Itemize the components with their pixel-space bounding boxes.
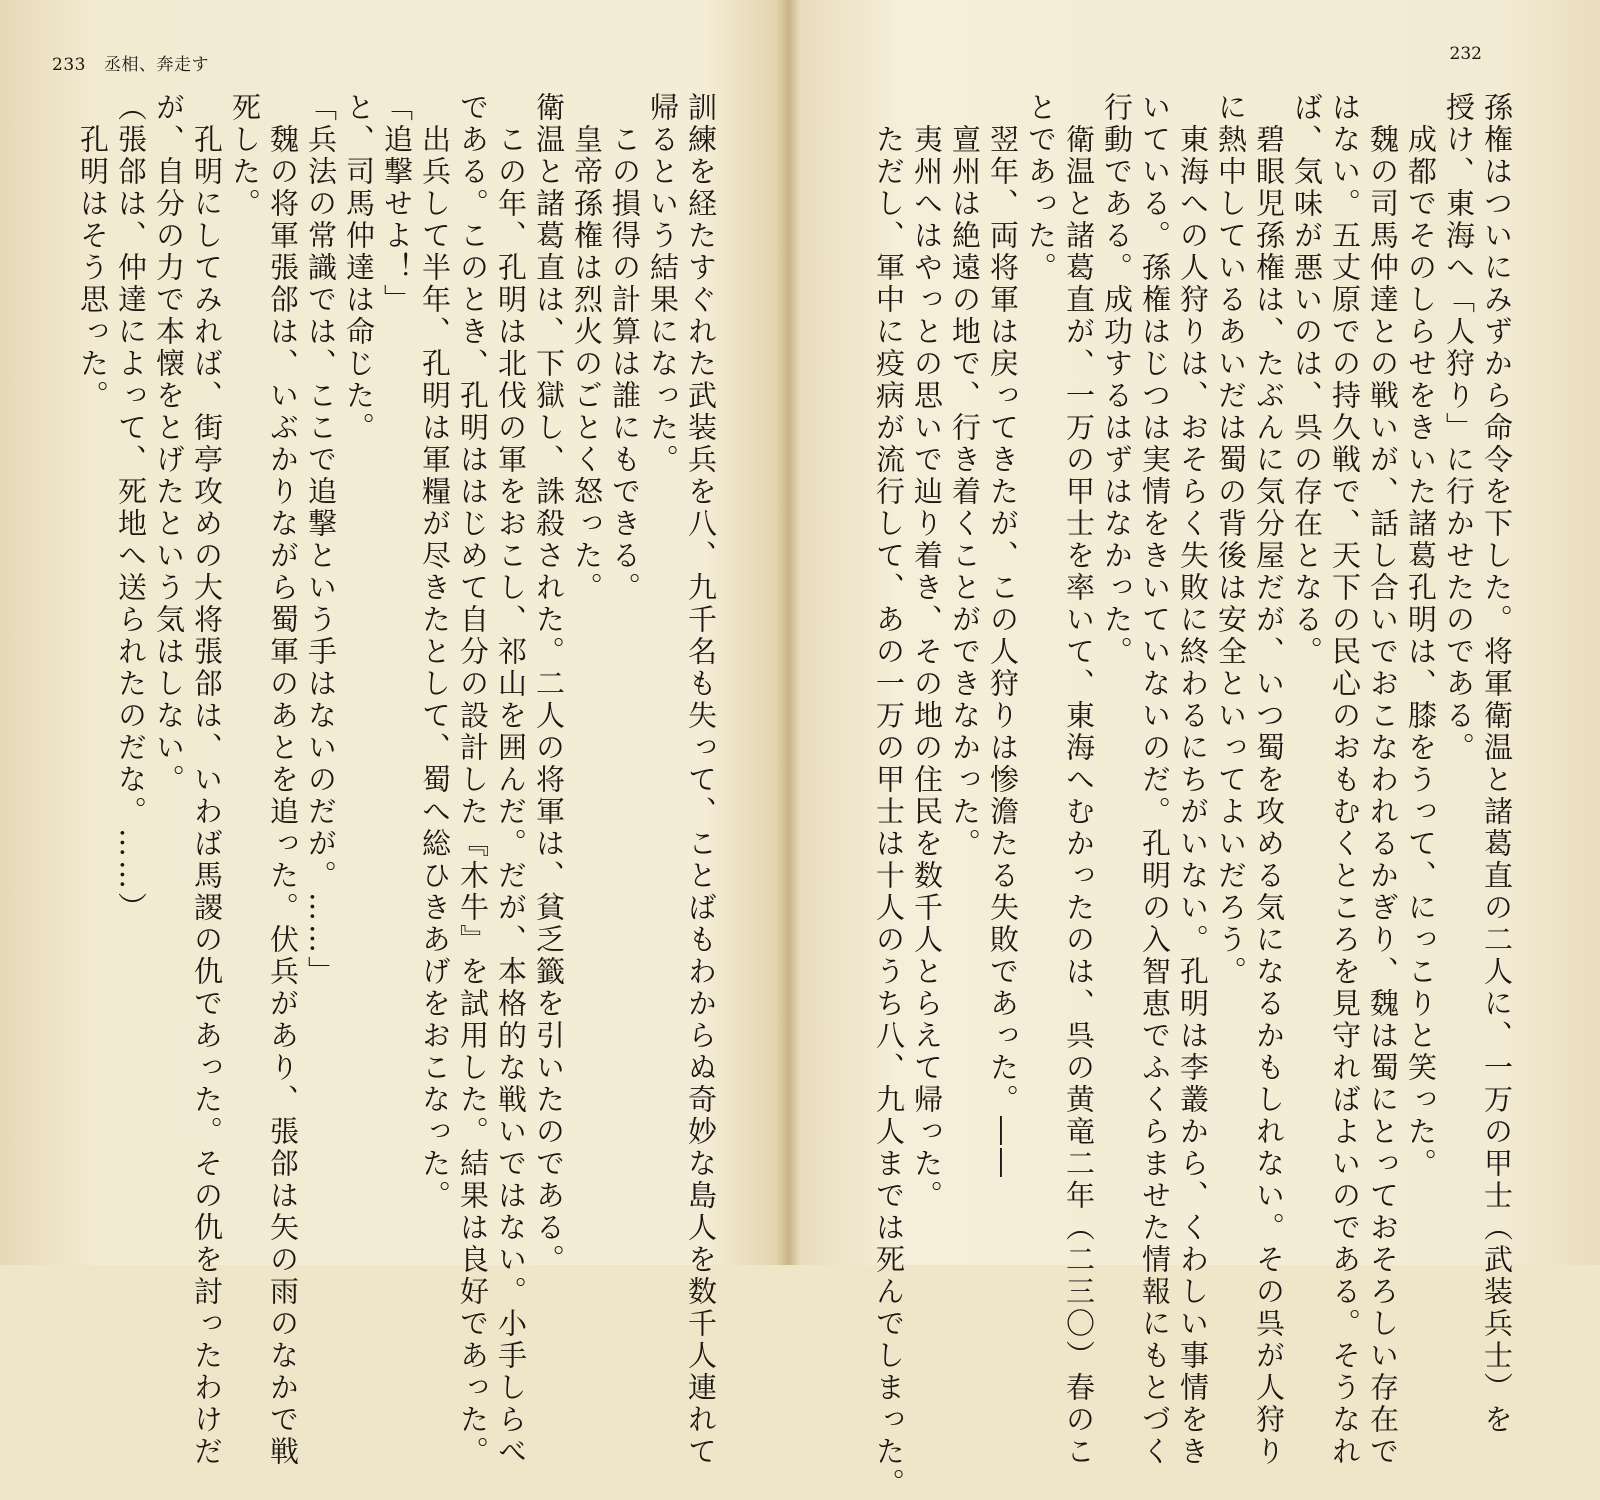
text-line: 「兵法の常識では、ここで追撃という手はないのだが。……」 <box>304 92 338 988</box>
page-number: 233 <box>52 55 86 75</box>
running-head <box>52 50 209 75</box>
text-line: とであった。 <box>1024 92 1058 284</box>
text-line: と、司馬仲達は命じた。 <box>342 92 376 444</box>
text-line: 死した。 <box>228 92 262 220</box>
text-line: この損得の計算は誰にもできる。 <box>608 92 642 604</box>
text-line: はない。五丈原での持久戦で、天下の民心のおもむくところを見守ればよいのである。そうなれ <box>1328 92 1362 1468</box>
page-number: 232 <box>1449 44 1482 64</box>
text-line: 翌年、両将軍は戻ってきたが、この人狩りは惨澹たる失敗であった。―― <box>986 92 1020 1180</box>
text-line: 「追撃せよ！」 <box>380 92 414 316</box>
text-line: である。このとき、孔明ははじめて自分の設計した『木牛』を試用した。結果は良好であった。 <box>456 92 490 1468</box>
text-line: 衛温と諸葛直が、一万の甲士を率いて、東海へむかったのは、呉の黄竜二年（二三〇）春のこ <box>1062 92 1096 1468</box>
text-line: が、自分の力で本懐をとげたという気はしない。 <box>152 92 186 796</box>
text-line: 東海への人狩りは、おそらく失敗に終わるにちがいない。孔明は李叢から、くわしい事情をき <box>1176 92 1210 1468</box>
right-page <box>800 0 1600 1500</box>
text-line: ただし、軍中に疫病が流行して、あの一万の甲士は十人のうち八、九人までは死んでしまった。 <box>872 92 906 1500</box>
text-line: 皇帝孫権は烈火のごとく怒った。 <box>570 92 604 604</box>
right-body-text <box>870 92 1516 1500</box>
running-title: 丞相、奔走す <box>103 55 209 75</box>
text-line: 魏の将軍張郃は、いぶかりながら蜀軍のあとを追った。伏兵があり、張郃は矢の雨のなかで戦 <box>266 92 300 1468</box>
text-line: 訓練を経たすぐれた武装兵を八、九千名も失って、ことばもわからぬ奇妙な島人を数千人連れて <box>684 92 718 1468</box>
text-line: ば、気味が悪いのは、呉の存在となる。 <box>1290 92 1324 668</box>
text-line: 帰るという結果になった。 <box>646 92 680 476</box>
text-line: 碧眼児孫権は、たぶんに気分屋だが、いつ蜀を攻める気になるかもしれない。その呉が人狩り <box>1252 92 1286 1468</box>
text-line: 夷州へはやっとの思いで辿り着き、その地の住民を数千人とらえて帰った。 <box>910 92 944 1212</box>
left-page <box>0 0 790 1468</box>
text-line: 衛温と諸葛直は、下獄し、誅殺された。二人の将軍は、貧乏籤を引いたのである。 <box>532 92 566 1276</box>
text-line: （張郃は、仲達によって、死地へ送られたのだな。……） <box>114 92 148 924</box>
text-line: この年、孔明は北伐の軍をおこし、祁山を囲んだ。だが、本格的な戦いではない。小手しらべ <box>494 92 528 1468</box>
text-line: 行動である。成功するはずはなかった。 <box>1100 92 1134 668</box>
left-body-text <box>74 92 720 1468</box>
text-line: 孫権はついにみずから命令を下した。将軍衛温と諸葛直の二人に、一万の甲士（武装兵士）を <box>1480 92 1514 1436</box>
text-line: 出兵して半年、孔明は軍糧が尽きたとして、蜀へ総ひきあげをおこなった。 <box>418 92 452 1212</box>
text-line: いている。孫権はじつは実情をきいていないのだ。孔明の入智恵でふくらませた情報にもとづく <box>1138 92 1172 1468</box>
text-line: 成都でそのしらせをきいた諸葛孔明は、膝をうって、にっこりと笑った。 <box>1404 92 1438 1180</box>
text-line: 孔明にしてみれば、街亭攻めの大将張郃は、いわば馬謖の仇であった。その仇を討ったわけだ <box>190 92 224 1468</box>
text-line: 孔明はそう思った。 <box>76 92 110 412</box>
text-line: 魏の司馬仲達との戦いが、話し合いでおこなわれるかぎり、魏は蜀にとっておそろしい存在で <box>1366 92 1400 1468</box>
text-line: 授け、東海へ「人狩り」に行かせたのである。 <box>1442 92 1476 764</box>
text-line: 亶州は絶遠の地で、行き着くことができなかった。 <box>948 92 982 860</box>
text-line: に熱中しているあいだは蜀の背後は安全といってよいだろう。 <box>1214 92 1248 988</box>
